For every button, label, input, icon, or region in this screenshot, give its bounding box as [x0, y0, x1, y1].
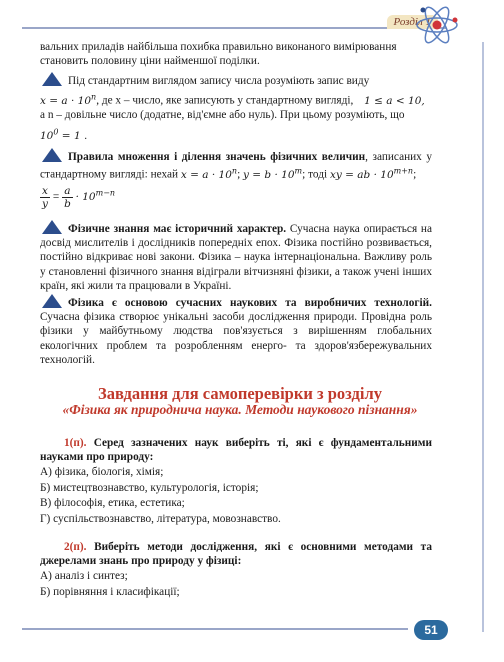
- question-1: [40, 436, 432, 527]
- question-2-text: Виберіть методи дослідження, які є основними методами та джерелами знань про природу у фізиці:: [40, 541, 432, 568]
- question-1-option: Г) суспільствознавство, література, мовознавство.: [40, 512, 281, 525]
- history-text: Сучасна наука опирається на досвід мислителів і дослідників попередніх епох. Фізика постійно розвивається, постійно відкриває нові закони. Фізика – наука інтернаціональна. Важливу роль у становленні фізичного знання відіграли вітчизняні фізики, а також учені інших країн, які жили та працювали в Україні.: [40, 223, 432, 292]
- technology-paragraph: [40, 294, 432, 367]
- rules-paragraph: Правила множення і ділення значень фізичних величин, записаних у стандартному вигляді: нехай $x = a \cdot 10^n$; $y = b \cdot 10^m$; тоді xy = ab · $10^{m+n}$; $\frac{x}{y}$ = $\frac{a}{b}$ · $10^{m-n}$: [40, 148, 432, 210]
- formula-y: $y = b \cdot 10^m$: [243, 166, 303, 181]
- history-title: Фізичне знання має історичний характер.: [68, 223, 287, 235]
- rules-then: ; тоді: [302, 168, 328, 181]
- question-2-option: Б) порівняння і класифікації;: [40, 585, 180, 598]
- question-2-number: 2(п).: [64, 541, 87, 553]
- question-1-text: Серед зазначених наук виберіть ті, які є фундаментальними науками про природу:: [40, 437, 432, 464]
- history-paragraph: [40, 220, 432, 293]
- standard-form-formula: $x = a \cdot 10^n$: [40, 92, 97, 107]
- right-margin-rule: [482, 42, 484, 632]
- question-1-option: Б) мистецтвознавство, культурологія, історія;: [40, 481, 259, 494]
- page-number-badge: 51: [414, 620, 448, 640]
- standard-form-paragraph: [40, 72, 432, 143]
- header-rule: [22, 27, 446, 29]
- technology-text: Сучасна фізика створює унікальні засоби дослідження природи. Провідна роль фізики у майбутньому людства пов'язується з вирішенням глобальних екологічних проблем та розробленням енерго- та здоров'язбережувальних технологій.: [40, 311, 432, 366]
- triangle-marker-icon: [42, 72, 62, 86]
- question-2: [40, 540, 432, 600]
- question-1-option: А) фізика, біологія, хімія;: [40, 466, 164, 479]
- standard-form-text: Під стандартним виглядом запису числа розуміють запис виду: [68, 75, 370, 87]
- formula-x: $x = a \cdot 10^n$: [180, 166, 238, 181]
- zero-power-formula: $10^0 = 1$ .: [40, 127, 88, 142]
- mantissa-condition: 1 ≤ a < 10,: [364, 94, 425, 107]
- question-1-number: 1(п).: [64, 437, 87, 449]
- triangle-marker-icon: [42, 148, 62, 162]
- tasks-subheading: «Фізика як природнича наука. Методи наукового пізнання»: [62, 402, 418, 417]
- intro-line-2: становить половину ціни найменшої поділки.: [40, 55, 260, 68]
- section-tab: Розділ 1: [387, 15, 439, 29]
- triangle-marker-icon: [42, 220, 62, 234]
- division-formula: $\frac{x}{y}$ = $\frac{a}{b}$ · $10^{m-n}$: [41, 184, 116, 210]
- intro-line-1: вальних приладів найбільша похибка правильно виконаного вимірювання: [40, 41, 397, 53]
- standard-form-text-3: а n – довільне число (додатне, від'ємне або нуль). При цьому розуміють, що: [40, 108, 405, 121]
- question-1-option: В) філософія, етика, естетика;: [40, 497, 185, 510]
- standard-form-text-2: , де x – число, яке записують у стандартному вигляді,: [96, 94, 354, 107]
- intro-paragraph: [40, 40, 432, 68]
- tasks-heading: Завдання для самоперевірки з розділу: [98, 384, 382, 403]
- triangle-marker-icon: [42, 294, 62, 308]
- rules-title: Правила множення і ділення значень фізичних величин: [68, 151, 366, 163]
- question-2-option: А) аналіз і синтез;: [40, 570, 128, 583]
- formula-product: xy = ab · $10^{m+n}$: [329, 166, 414, 181]
- technology-title: Фізика є основою сучасних наукових та виробничих технологій.: [68, 297, 432, 309]
- rules-text: , записаних у стандартному вигляді: нехай: [40, 151, 432, 181]
- footer-rule: [22, 628, 408, 630]
